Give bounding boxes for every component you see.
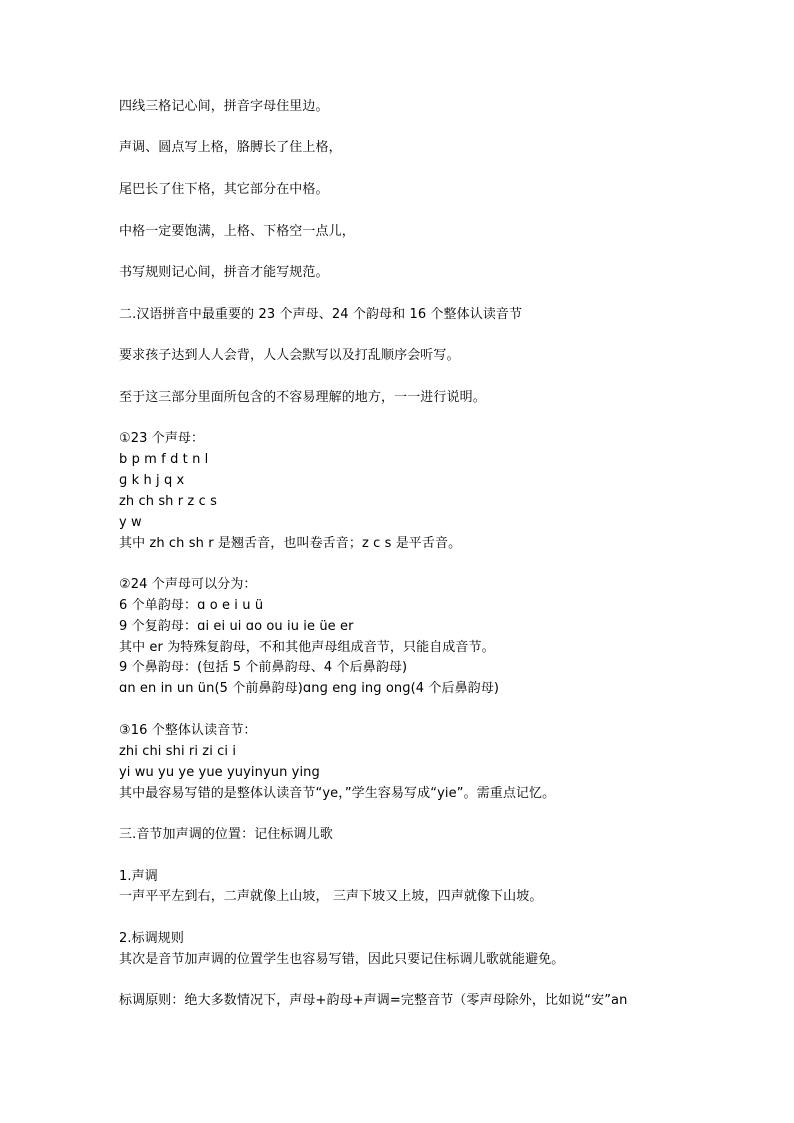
text-line: 其次是音节加声调的位置学生也容易写错，因此只要记住标调儿歌就能避免。 <box>119 952 565 967</box>
text-line: 一声平平左到右，二声就像上山坡， 三声下坡又上坡，四声就像下山坡。 <box>119 889 543 904</box>
text-line: 声调、圆点写上格，胳膊长了住上格， <box>119 140 342 155</box>
text-line: 要求孩子达到人人会背，人人会默写以及打乱顺序会听写。 <box>119 348 460 363</box>
text-line: zh ch sh r z c s <box>119 494 217 509</box>
text-line: yi wu yu ye yue yuyinyun ying <box>119 765 320 780</box>
text-line: zhi chi shi ri zi ci i <box>119 744 237 759</box>
text-line: 9 个复韵母：ɑi ei ui ɑo ou iu ie üe er <box>119 619 354 634</box>
subsection-heading: ②24 个声母可以分为： <box>119 577 257 592</box>
text-line: 其中最容易写错的是整体认读音节“ye，”学生容易写成“yie”。需重点记忆。 <box>119 786 556 801</box>
text-line: 至于这三部分里面所包含的不容易理解的地方，一一进行说明。 <box>119 390 486 405</box>
subsection-heading: 1.声调 <box>119 869 158 884</box>
section-heading: 二.汉语拼音中最重要的 23 个声母、24 个韵母和 16 个整体认读音节 <box>119 307 523 322</box>
text-line: 9 个鼻韵母：(包括 5 个前鼻韵母、4 个后鼻韵母) <box>119 660 408 675</box>
text-line: 书写规则记心间，拼音才能写规范。 <box>119 265 329 280</box>
text-line: b p m f d t n l <box>119 452 209 467</box>
text-line: ɑn en in un ün(5 个前鼻韵母)ɑnɡ enɡ inɡ onɡ(4 个后鼻韵母) <box>119 681 500 696</box>
text-line: 标调原则：绝大多数情况下，声母+韵母+声调=完整音节（零声母除外，比如说“安”an <box>119 993 628 1008</box>
text-line: 6 个单韵母：ɑ o e i u ü <box>119 598 264 613</box>
subsection-heading: 2.标调规则 <box>119 931 185 946</box>
text-line: 其中 zh ch sh r 是翘舌音，也叫卷舌音；z c s 是平舌音。 <box>119 536 462 551</box>
subsection-heading: ③16 个整体认读音节： <box>119 723 257 738</box>
section-heading: 三.音节加声调的位置：记住标调儿歌 <box>119 827 333 842</box>
subsection-heading: ①23 个声母： <box>119 431 205 446</box>
text-line: 尾巴长了住下格，其它部分在中格。 <box>119 182 329 197</box>
text-line: ɡ k h j q x <box>119 473 185 488</box>
text-line: 其中 er 为特殊复韵母，不和其他声母组成音节，只能自成音节。 <box>119 640 495 655</box>
text-line: 四线三格记心间，拼音字母住里边。 <box>119 99 329 114</box>
text-line: 中格一定要饱满，上格、下格空一点儿， <box>119 224 355 239</box>
text-line: y w <box>119 515 142 530</box>
